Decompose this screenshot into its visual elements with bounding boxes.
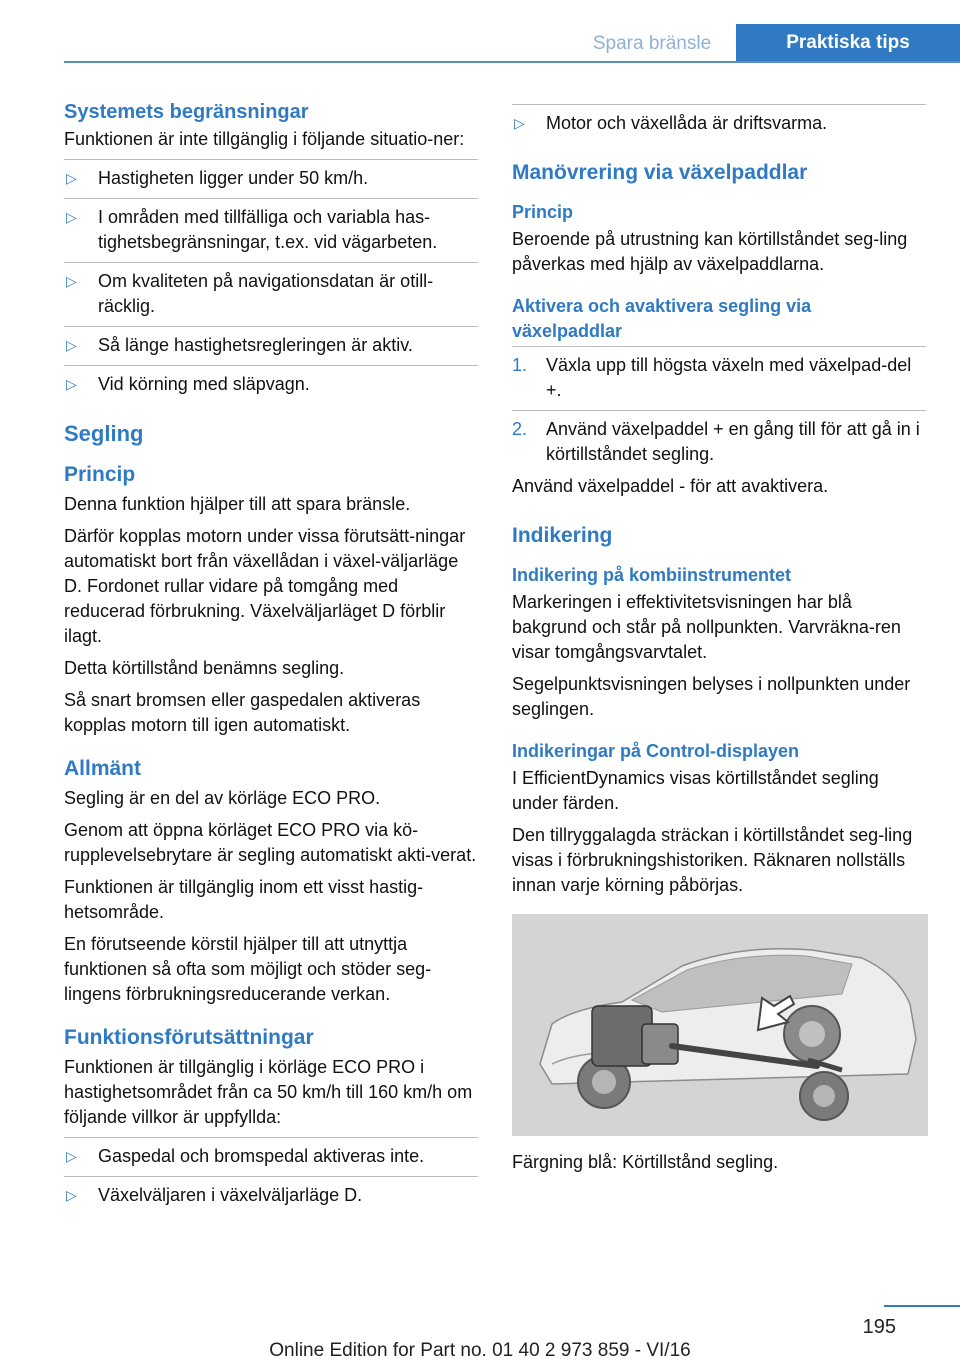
paragraph: Använd växelpaddel - för att avaktivera.	[512, 476, 829, 496]
paragraph: I EfficientDynamics visas körtillståndet segling under färden.	[512, 768, 879, 813]
numbered-step: 1. Växla upp till högsta växeln med växelpad-del +.	[512, 355, 912, 400]
manovrering-heading: Manövrering via växelpaddlar	[512, 161, 808, 184]
paragraph: Segelpunktsvisningen belyses i nollpunkten under seglingen.	[512, 674, 911, 719]
limits-heading: Systemets begränsningar	[64, 101, 309, 123]
triangle-bullet-icon: ▷	[514, 115, 525, 131]
triangle-bullet-icon: ▷	[66, 1148, 77, 1164]
triangle-bullet-icon: ▷	[66, 1187, 77, 1203]
header-section-tab: Spara bränsle	[592, 32, 712, 54]
divider	[64, 198, 478, 199]
indikering-heading: Indikering	[512, 524, 613, 547]
list-item: ▷ Gaspedal och bromspedal aktiveras inte.	[64, 1144, 478, 1169]
divider	[64, 159, 478, 160]
paragraph: Detta körtillstånd benämns segling.	[64, 658, 345, 678]
header-divider	[64, 61, 960, 63]
divider	[64, 1176, 478, 1177]
paragraph: En förutseende körstil hjälper till att utnyttja funktionen så ofta som möjligt och stöder seg-lingens förbrukningsreducerande verkan.	[64, 934, 432, 1004]
footer-divider	[884, 1305, 960, 1307]
divider	[64, 262, 478, 263]
list-item: ▷ Hastigheten ligger under 50 km/h.	[64, 166, 478, 191]
princip-heading: Princip	[64, 463, 136, 486]
list-item: ▷ Växelväljaren i växelväljarläge D.	[64, 1183, 478, 1208]
page-number: 195	[862, 1316, 896, 1338]
paragraph: Denna funktion hjälper till att spara bränsle.	[64, 494, 411, 514]
left-column	[64, 100, 478, 1215]
forutsattningar-heading: Funktionsförutsättningar	[64, 1026, 314, 1049]
divider	[64, 326, 478, 327]
activate-subheading: Aktivera och avaktivera segling via växelpaddlar	[512, 296, 812, 341]
paragraph: Beroende på utrustning kan körtillståndet seg-ling påverkas med hjälp av växelpaddlarna.	[512, 229, 908, 274]
paragraph: Så snart bromsen eller gaspedalen aktiveras kopplas motorn till igen automatiskt.	[64, 690, 421, 735]
right-column	[512, 100, 926, 1182]
triangle-bullet-icon: ▷	[66, 273, 77, 289]
limits-intro: Funktionen är inte tillgänglig i följande situatio-ner:	[64, 129, 465, 149]
paragraph: Segling är en del av körläge ECO PRO.	[64, 788, 381, 808]
triangle-bullet-icon: ▷	[66, 170, 77, 186]
divider	[64, 1137, 478, 1138]
header-chapter-tab: Praktiska tips	[736, 24, 960, 61]
list-item: ▷ Motor och växellåda är driftsvarma.	[512, 111, 926, 136]
list-item: ▷ Om kvaliteten på navigationsdatan är otill-räcklig.	[66, 271, 434, 316]
triangle-bullet-icon: ▷	[66, 209, 77, 225]
kombi-subheading: Indikering på kombiinstrumentet	[512, 565, 792, 585]
list-item: ▷ Så länge hastighetsregleringen är aktiv.	[64, 333, 478, 358]
edition-footer: Online Edition for Part no. 01 40 2 973 859 - VI/16	[269, 1340, 691, 1361]
car-illustration-icon	[512, 914, 928, 1136]
segling-heading: Segling	[64, 421, 144, 446]
paragraph: Därför kopplas motorn under vissa förutsätt-ningar automatiskt bort från växellådan i växel-väljarläge D. Fordonet rullar vidare på tomgång med reducerad förbrukning. Växelväljarläget D förblir ilagt.	[64, 526, 466, 646]
divider	[64, 365, 478, 366]
triangle-bullet-icon: ▷	[66, 376, 77, 392]
paragraph: Genom att öppna körläget ECO PRO via kö-rupplevelsebrytare är segling automatiskt akti-verat.	[64, 820, 477, 865]
numbered-step: 2. Använd växelpaddel + en gång till för att gå in i körtillståndet segling.	[512, 419, 920, 464]
triangle-bullet-icon: ▷	[66, 337, 77, 353]
allmant-heading: Allmänt	[64, 757, 142, 780]
paragraph: Markeringen i effektivitetsvisningen har blå bakgrund och står på nollpunkten. Varvräkna-ren visar tomgångsvarvtalet.	[512, 592, 901, 662]
divider	[512, 410, 926, 411]
divider	[512, 104, 926, 105]
paragraph: Funktionen är tillgänglig inom ett visst hastig-hetsområde.	[64, 877, 424, 922]
list-item: ▷ Vid körning med släpvagn.	[64, 372, 478, 397]
paragraph: Den tillryggalagda sträckan i körtillståndet seg-ling visas i förbrukningshistoriken. Räknaren nollställs innan varje körning påbörjas.	[512, 825, 913, 895]
list-item: ▷ I områden med tillfälliga och variabla has-tighetsbegränsningar, t.ex. vid vägarbeten.	[66, 207, 438, 252]
paragraph: Funktionen är tillgänglig i körläge ECO PRO i hastighetsområdet från ca 50 km/h till 160 km/h om följande villkor är uppfyllda:	[64, 1057, 473, 1127]
divider	[512, 346, 926, 347]
control-subheading: Indikeringar på Control-displayen	[512, 741, 800, 761]
car-drivetrain-illustration	[512, 914, 928, 1136]
princip-subheading: Princip	[512, 202, 574, 222]
figure-caption: Färgning blå: Körtillstånd segling.	[512, 1152, 779, 1172]
